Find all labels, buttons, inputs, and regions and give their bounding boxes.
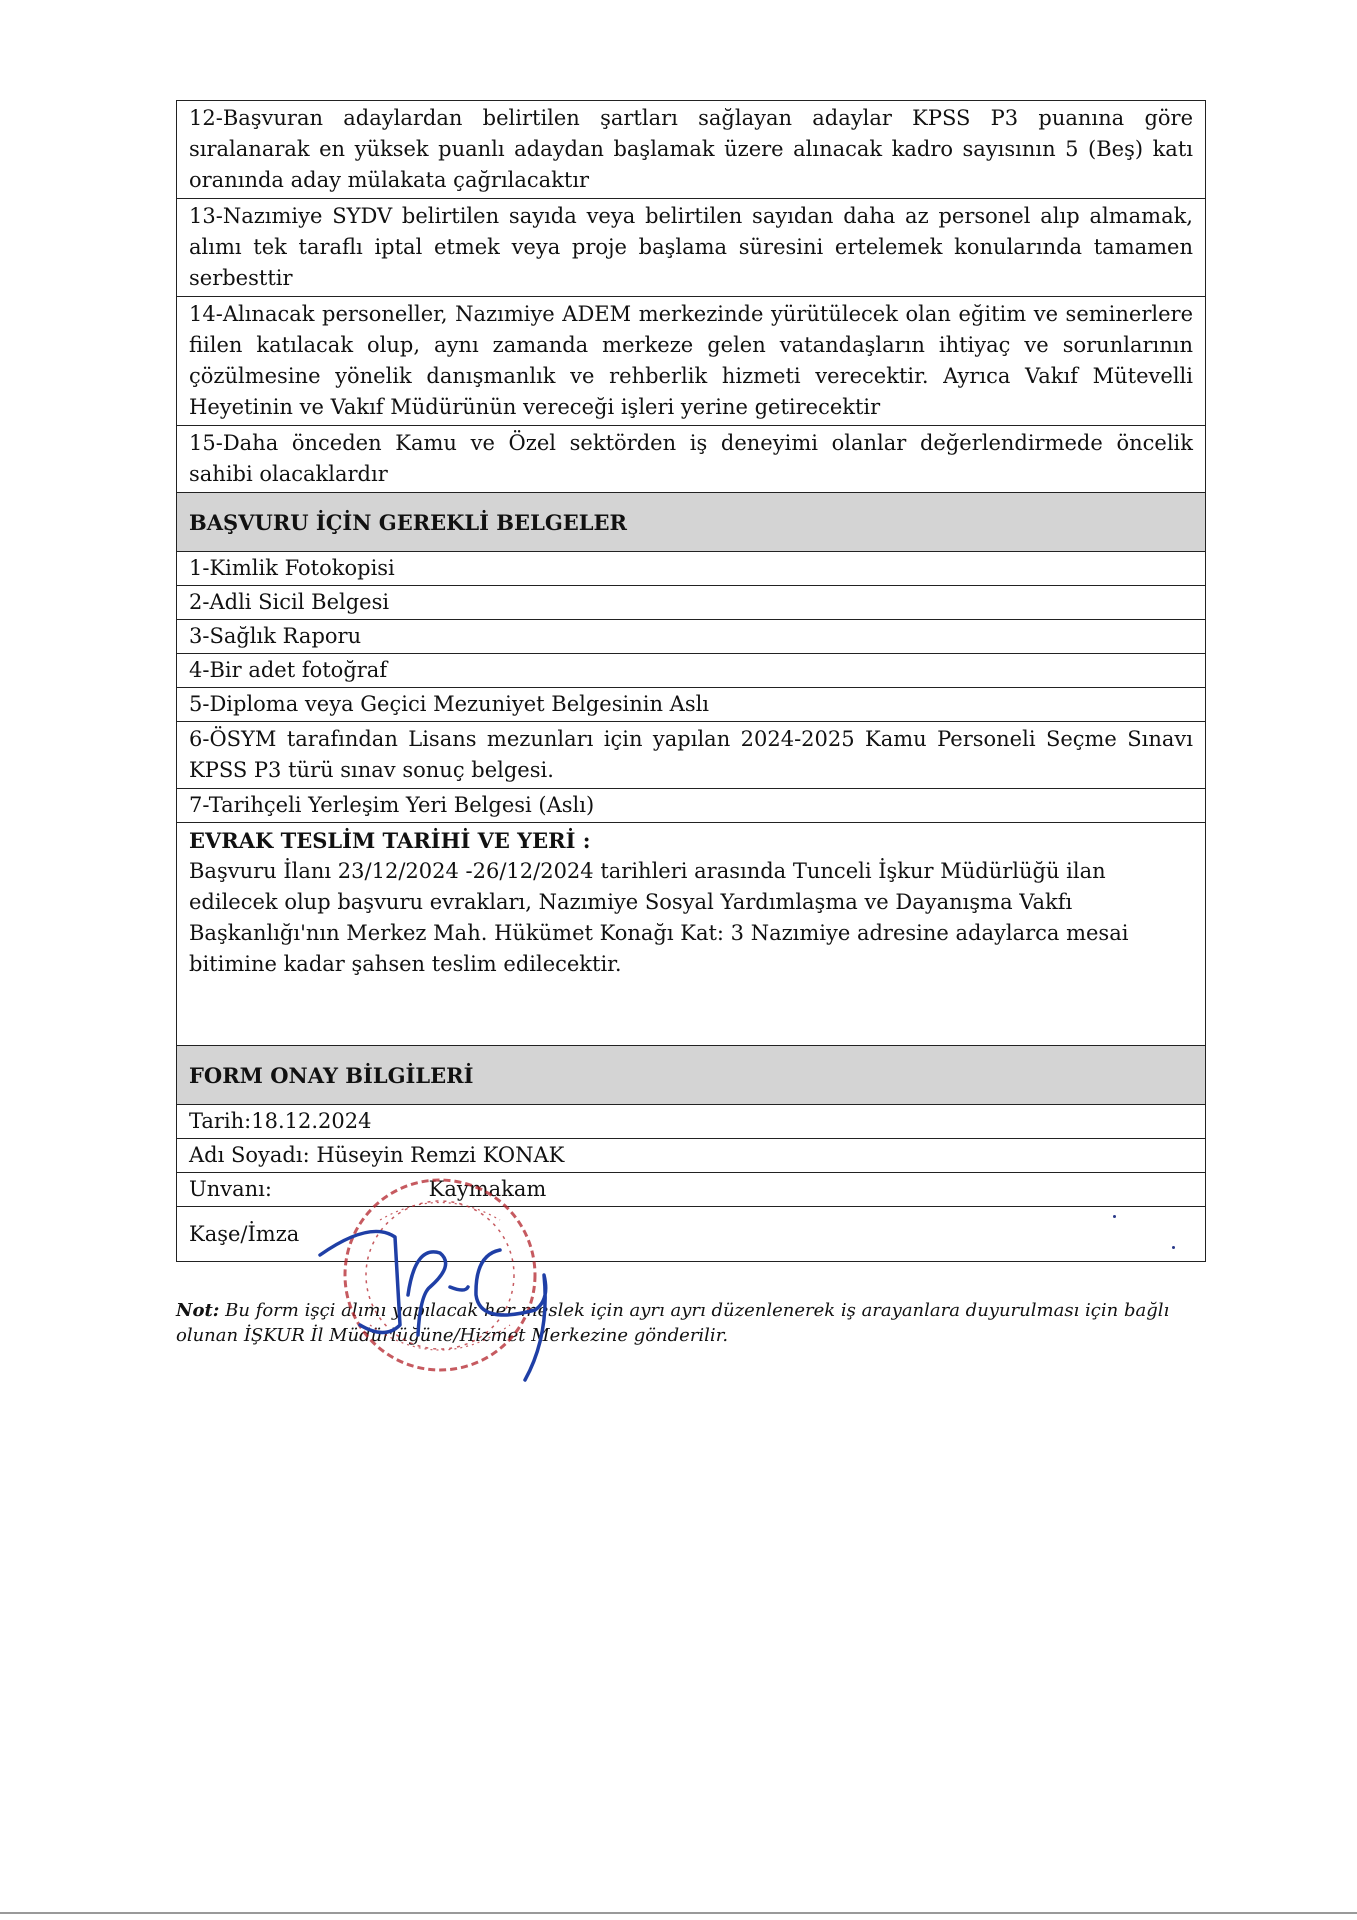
criterion-14: 14-Alınacak personeller, Nazımiye ADEM merkezinde yürütülecek olan eğitim ve seminerlere fiilen katılacak olup, aynı zamanda merkeze gelen vatandaşların ihtiyaç ve sorunlarının çözülmesine yönelik danışmanlık ve rehberlik hizmeti verecektir. Ayrıca Vakıf Mütevelli Heyetinin ve Vakıf Müdürünün vereceği işleri yerine getirecektir: [177, 297, 1206, 426]
criteria-row: [177, 426, 1206, 493]
delivery-row: [177, 823, 1206, 1046]
criteria-row: [177, 101, 1206, 199]
criteria-row: [177, 297, 1206, 426]
documents-section-header-row: [177, 493, 1206, 552]
approval-section-title: FORM ONAY BİLGİLERİ: [177, 1046, 1206, 1105]
application-form-table: [176, 100, 1206, 1262]
document-item: 7-Tarihçeli Yerleşim Yeri Belgesi (Aslı): [177, 789, 1206, 823]
ink-speck: [1113, 1215, 1116, 1218]
document-row: [177, 654, 1206, 688]
document-row: [177, 552, 1206, 586]
approval-stamp-label: Kaşe/İmza: [177, 1207, 1206, 1262]
approval-section-header-row: [177, 1046, 1206, 1105]
footnote: [176, 1298, 1216, 1348]
footnote-prefix: Not:: [176, 1300, 220, 1321]
approval-name-row: [177, 1139, 1206, 1173]
document-row: [177, 789, 1206, 823]
document-item: 5-Diploma veya Geçici Mezuniyet Belgesinin Aslı: [177, 688, 1206, 722]
approval-title-label: Unvanı:: [189, 1177, 272, 1201]
document-row: [177, 688, 1206, 722]
approval-title-value: Kaymakam: [428, 1177, 547, 1201]
criterion-13: 13-Nazımiye SYDV belirtilen sayıda veya belirtilen sayıdan daha az personel alıp almamak, alımı tek taraflı iptal etmek veya proje başlama süresini ertelemek konularında tamamen serbesttir: [177, 199, 1206, 297]
delivery-text: Başvuru İlanı 23/12/2024 -26/12/2024 tarihleri arasında Tunceli İşkur Müdürlüğü ilan edilecek olup başvuru evrakları, Nazımiye Sosyal Yardımlaşma ve Dayanışma Vakfı Başkanlığı'nın Merkez Mah. Hükümet Konağı Kat: 3 Nazımiye adresine adaylarca mesai bitimine kadar şahsen teslim edilecektir.: [189, 859, 1129, 976]
approval-stamp-row: [177, 1207, 1206, 1262]
criteria-row: [177, 199, 1206, 297]
approval-date-row: [177, 1105, 1206, 1139]
document-item: 2-Adli Sicil Belgesi: [177, 586, 1206, 620]
footnote-text: Bu form işçi alımı yapılacak her meslek için ayrı ayrı düzenlenerek iş arayanlara duyurulması için bağlı olunan İŞKUR İl Müdürlüğüne/Hizmet Merkezine gönderilir.: [176, 1300, 1170, 1346]
document-row: [177, 722, 1206, 789]
ink-speck: [1172, 1246, 1175, 1249]
approval-title-row: [177, 1173, 1206, 1207]
delivery-title: EVRAK TESLİM TARİHİ VE YERİ :: [189, 828, 591, 853]
approval-name: Adı Soyadı: Hüseyin Remzi KONAK: [177, 1139, 1206, 1173]
approval-title-cell: [177, 1173, 1206, 1207]
document-item: 3-Sağlık Raporu: [177, 620, 1206, 654]
document-row: [177, 620, 1206, 654]
criterion-15: 15-Daha önceden Kamu ve Özel sektörden iş deneyimi olanlar değerlendirmede öncelik sahibi olacaklardır: [177, 426, 1206, 493]
criterion-12: 12-Başvuran adaylardan belirtilen şartları sağlayan adaylar KPSS P3 puanına göre sıralanarak en yüksek puanlı adaydan başlamak üzere alınacak kadro sayısının 5 (Beş) katı oranında aday mülakata çağrılacaktır: [177, 101, 1206, 199]
document-item: 1-Kimlik Fotokopisi: [177, 552, 1206, 586]
documents-section-title: BAŞVURU İÇİN GEREKLİ BELGELER: [177, 493, 1206, 552]
document-item: 4-Bir adet fotoğraf: [177, 654, 1206, 688]
delivery-cell: [177, 823, 1206, 1046]
document-item: 6-ÖSYM tarafından Lisans mezunları için yapılan 2024-2025 Kamu Personeli Seçme Sınavı KPSS P3 türü sınav sonuç belgesi.: [177, 722, 1206, 789]
scan-bottom-edge: [0, 1912, 1357, 1914]
document-row: [177, 586, 1206, 620]
approval-date: Tarih:18.12.2024: [177, 1105, 1206, 1139]
